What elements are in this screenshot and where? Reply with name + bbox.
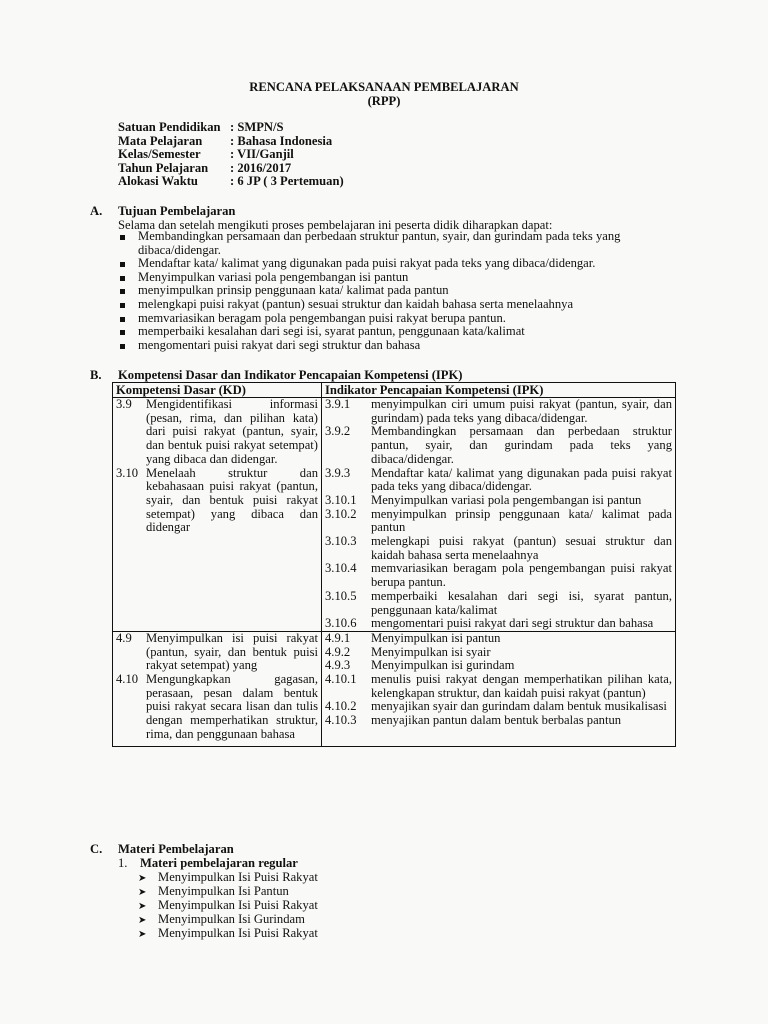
meta-row xyxy=(118,161,344,175)
table-row xyxy=(113,631,676,746)
ipk-item xyxy=(325,700,672,714)
ipk-item xyxy=(325,590,672,617)
kd-item xyxy=(116,632,318,673)
table-header-kd: Kompetensi Dasar (KD) xyxy=(113,383,322,398)
list-item xyxy=(118,884,318,898)
sub-title: Materi pembelajaran regular xyxy=(140,856,298,870)
list-item: menyimpulkan prinsip penggunaan kata/ kalimat pada pantun xyxy=(118,284,688,298)
meta-label: Tahun Pelajaran xyxy=(118,160,209,175)
ipk-text: Menyimpulkan isi syair xyxy=(371,644,491,659)
ipk-number: 3.9.1 xyxy=(325,397,351,411)
ipk-number: 3.10.3 xyxy=(325,534,357,549)
ipk-text: Menyimpulkan variasi pola pengembangan isi pantun xyxy=(371,492,642,507)
ipk-number: 4.10.2 xyxy=(325,699,357,714)
meta-label: Kelas/Semester xyxy=(118,147,201,162)
meta-row xyxy=(118,147,344,161)
kd-text: Menelaah struktur dan kebahasaan puisi rakyat (pantun, syair, dan bentuk puisi rakyat setempat) yang dibaca dan didengar xyxy=(146,465,318,535)
meta-value: : VII/Ganjil xyxy=(230,147,294,162)
ipk-text: melengkapi puisi rakyat (pantun) sesuai struktur dan kaidah bahasa serta menelaahnya xyxy=(371,534,672,562)
arrowhead-bullet-icon: ➤ xyxy=(138,901,147,912)
section-b-heading xyxy=(90,368,463,382)
table-header-row xyxy=(113,383,676,398)
section-title: Materi Pembelajaran xyxy=(118,842,234,856)
material-block xyxy=(118,856,318,940)
list-item xyxy=(118,926,318,940)
ipk-text: menyajikan syair dan gurindam dalam bentuk musikalisasi xyxy=(371,699,667,714)
ipk-number: 3.9.2 xyxy=(325,424,351,439)
material-item-text: Menyimpulkan Isi Puisi Rakyat xyxy=(158,898,318,912)
ipk-text: Menyimpulkan isi gurindam xyxy=(371,658,515,673)
kd-text: Mengidentifikasi informasi (pesan, rima, dan pilihan kata) dari puisi rakyat (pantun, syair, dan bentuk puisi rakyat setempat) yang dibaca dan didengar. xyxy=(146,397,318,466)
ipk-item xyxy=(325,398,672,425)
material-item-text: Menyimpulkan Isi Gurindam xyxy=(158,912,305,926)
cell-spacer xyxy=(116,742,318,746)
ipk-text: Membandingkan persamaan dan perbedaan struktur pantun, syair, dan gurindam pada teks yang dibaca/didengar. xyxy=(371,424,672,466)
ipk-text: menyimpulkan prinsip penggunaan kata/ kalimat pada pantun xyxy=(371,506,672,535)
list-item xyxy=(118,898,318,912)
ipk-item xyxy=(325,646,672,660)
kd-number: 3.9 xyxy=(116,397,132,411)
document-subtitle: (RPP) xyxy=(367,94,401,108)
kd-text: Mengungkapkan gagasan, perasaan, pesan dalam bentuk puisi rakyat secara lisan dan tulis dengan memperhatikan struktur, rima, dan penggunaan bahasa xyxy=(146,672,318,741)
ipk-text: mengomentari puisi rakyat dari segi struktur dan bahasa xyxy=(371,616,654,631)
meta-value: : Bahasa Indonesia xyxy=(230,133,333,148)
ipk-cell xyxy=(322,631,676,746)
list-item: memperbaiki kesalahan dari segi isi, syarat pantun, penggunaan kata/kalimat xyxy=(118,325,688,339)
meta-label: Alokasi Waktu xyxy=(118,174,198,189)
section-c-heading xyxy=(90,842,234,856)
ipk-item xyxy=(325,632,672,646)
material-item-text: Menyimpulkan Isi Puisi Rakyat xyxy=(158,870,318,884)
ipk-text: memvariasikan beragam pola pengembangan puisi rakyat berupa pantun. xyxy=(371,561,672,590)
list-item xyxy=(118,912,318,926)
arrowhead-bullet-icon: ➤ xyxy=(138,873,147,884)
ipk-text: menyimpulkan ciri umum puisi rakyat (pantun, syair, dan gurindam) pada teks yang dibaca/didengar. xyxy=(371,397,672,425)
meta-label: Mata Pelajaran xyxy=(118,133,203,148)
meta-value: : SMPN/S xyxy=(230,120,284,134)
ipk-item xyxy=(325,673,672,700)
arrowhead-bullet-icon: ➤ xyxy=(138,887,147,898)
ipk-number: 3.10.1 xyxy=(325,492,357,507)
meta-label: Satuan Pendidikan xyxy=(118,120,221,134)
ipk-item xyxy=(325,659,672,673)
ipk-text: menyajikan pantun dalam bentuk berbalas pantun xyxy=(371,713,622,728)
list-item xyxy=(118,870,318,884)
ipk-item xyxy=(325,562,672,589)
section-a-intro: Selama dan setelah mengikuti proses pembelajaran ini peserta didik diharapkan dapat: xyxy=(118,218,553,232)
ipk-cell xyxy=(322,398,676,632)
material-subheading xyxy=(118,856,318,870)
kd-number: 3.10 xyxy=(116,465,139,480)
meta-row xyxy=(118,120,344,134)
arrowhead-bullet-icon: ➤ xyxy=(138,915,147,926)
list-item: Menyimpulkan variasi pola pengembangan isi pantun xyxy=(118,271,688,285)
ipk-number: 3.10.5 xyxy=(325,588,357,603)
ipk-number: 4.9.1 xyxy=(325,630,351,645)
table-row xyxy=(113,398,676,632)
list-item: mengomentari puisi rakyat dari segi struktur dan bahasa xyxy=(118,339,688,353)
meta-row xyxy=(118,174,344,188)
ipk-number: 4.10.1 xyxy=(325,672,357,687)
ipk-item xyxy=(325,714,672,728)
ipk-text: Menyimpulkan isi pantun xyxy=(371,630,501,645)
list-item: memvariasikan beragam pola pengembangan puisi rakyat berupa pantun. xyxy=(118,312,688,326)
ipk-text: menulis puisi rakyat dengan memperhatikan pilihan kata, kelengkapan struktur, dan kaidah puisi rakyat (pantun) xyxy=(371,672,672,700)
ipk-number: 3.10.2 xyxy=(325,506,357,521)
kd-cell xyxy=(113,398,322,632)
ipk-item xyxy=(325,617,672,631)
list-item: Mendaftar kata/ kalimat yang digunakan pada puisi rakyat pada teks yang dibaca/didengar. xyxy=(118,257,688,271)
ipk-number: 3.10.6 xyxy=(325,616,357,631)
ipk-item xyxy=(325,508,672,535)
kd-text: Menyimpulkan isi puisi rakyat (pantun, syair, dan bentuk puisi rakyat setempat) yang xyxy=(146,630,318,673)
meta-value: : 2016/2017 xyxy=(230,160,292,175)
ipk-number: 4.9.2 xyxy=(325,644,351,659)
material-item-text: Menyimpulkan Isi Puisi Rakyat xyxy=(158,926,318,940)
section-a-heading xyxy=(90,204,235,218)
list-item: Membandingkan persamaan dan perbedaan struktur pantun, syair, dan gurindam pada teks yang dibaca/didengar. xyxy=(118,230,688,257)
kd-item xyxy=(116,398,318,467)
list-item: melengkapi puisi rakyat (pantun) sesuai struktur dan kaidah bahasa serta menelaahnya xyxy=(118,298,688,312)
ipk-item xyxy=(325,535,672,562)
document-title: RENCANA PELAKSANAAN PEMBELAJARAN xyxy=(249,80,519,94)
kd-number: 4.10 xyxy=(116,672,139,687)
section-letter: B. xyxy=(90,368,102,382)
table-header-ipk: Indikator Pencapaian Kompetensi (IPK) xyxy=(322,383,676,398)
competency-table xyxy=(112,382,676,747)
kd-number: 4.9 xyxy=(116,630,132,645)
ipk-item xyxy=(325,425,672,466)
ipk-text: Mendaftar kata/ kalimat yang digunakan pada puisi rakyat pada teks yang dibaca/didengar. xyxy=(371,465,672,494)
kd-item xyxy=(116,673,318,742)
ipk-number: 4.10.3 xyxy=(325,713,357,728)
kd-item xyxy=(116,467,318,536)
ipk-number: 3.9.3 xyxy=(325,465,351,480)
section-letter: A. xyxy=(90,204,103,218)
sub-number: 1. xyxy=(118,856,128,870)
kd-cell xyxy=(113,631,322,746)
ipk-number: 3.10.4 xyxy=(325,561,357,576)
identity-block xyxy=(118,120,344,188)
ipk-item xyxy=(325,494,672,508)
ipk-item xyxy=(325,467,672,494)
meta-value: : 6 JP ( 3 Pertemuan) xyxy=(230,174,344,189)
section-title: Kompetensi Dasar dan Indikator Pencapaian Kompetensi (IPK) xyxy=(118,368,463,382)
meta-row xyxy=(118,134,344,148)
ipk-number: 4.9.3 xyxy=(325,658,351,673)
objectives-list xyxy=(118,230,688,352)
arrowhead-bullet-icon: ➤ xyxy=(138,929,147,940)
ipk-text: memperbaiki kesalahan dari segi isi, syarat pantun, penggunaan kata/kalimat xyxy=(371,588,672,617)
section-title: Tujuan Pembelajaran xyxy=(118,204,236,218)
material-item-text: Menyimpulkan Isi Pantun xyxy=(158,884,289,898)
section-letter: C. xyxy=(90,842,103,856)
